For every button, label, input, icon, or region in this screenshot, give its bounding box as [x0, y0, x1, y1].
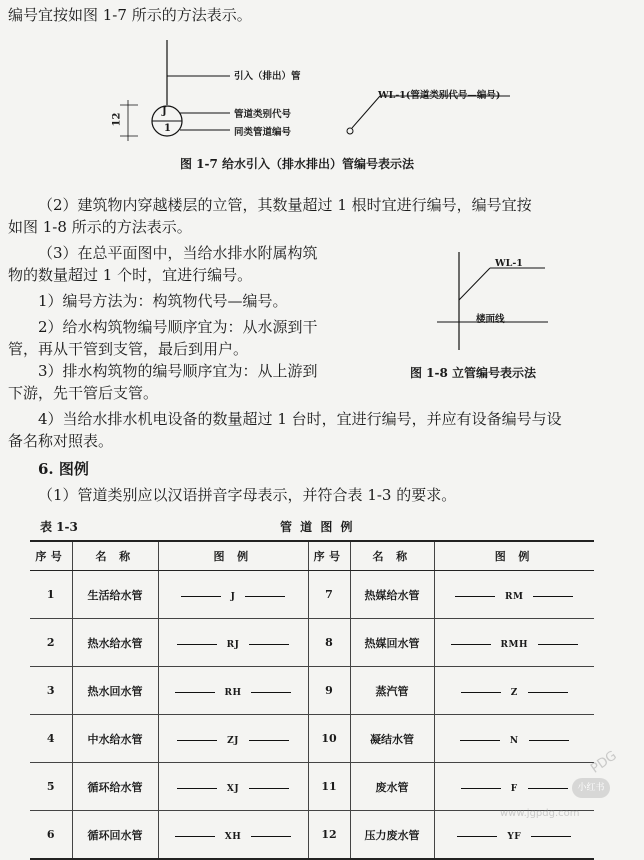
header-symbol-2: 图 例 — [434, 541, 594, 571]
figure-1-7-caption: 图 1-7 给水引入（排水排出）管编号表示法 — [180, 157, 415, 171]
pipe-name: 热媒给水管 — [350, 571, 434, 619]
fig18-label-wl: WL-1 — [495, 258, 523, 269]
row-number: 11 — [308, 763, 350, 811]
pipe-code: XJ — [226, 783, 240, 794]
pipe-symbol — [158, 619, 308, 667]
header-name-1: 名 称 — [72, 541, 158, 571]
row-number: 12 — [308, 811, 350, 860]
table-label: 表 1-3 — [40, 520, 78, 534]
pipe-symbol — [158, 571, 308, 619]
pipe-name: 压力废水管 — [350, 811, 434, 860]
pipe-symbol — [434, 763, 594, 811]
para3-line2: 物的数量超过 1 个时，宜进行编号。 — [8, 266, 253, 284]
row-number: 2 — [30, 619, 72, 667]
pipe-name: 生活给水管 — [72, 571, 158, 619]
row-number: 3 — [30, 667, 72, 715]
pipe-name: 热水回水管 — [72, 667, 158, 715]
fig18-label-floor: 楼面线 — [476, 314, 505, 325]
pipe-symbol — [434, 715, 594, 763]
para3-line1: （3）在总平面图中，当给水排水附属构筑 — [38, 244, 318, 262]
dimension-label: 12 — [111, 112, 123, 127]
pipe-symbol — [158, 715, 308, 763]
pipe-name: 中水给水管 — [72, 715, 158, 763]
item4-line2: 备名称对照表。 — [8, 432, 114, 450]
pipe-name: 循环给水管 — [72, 763, 158, 811]
pipe-code: ZJ — [227, 735, 239, 746]
label-wl-number: WL-1(管道类别代号—编号) — [378, 90, 501, 101]
header-name-2: 名 称 — [350, 541, 434, 571]
header-no-1: 序号 — [30, 541, 72, 571]
pipe-code: XH — [224, 831, 242, 842]
pipe-code: F — [510, 783, 518, 794]
row-number: 5 — [30, 763, 72, 811]
item1-text: 1）编号方法为：构筑物代号—编号。 — [38, 292, 288, 310]
pipe-name: 废水管 — [350, 763, 434, 811]
para2-line1: （2）建筑物内穿越楼层的立管，其数量超过 1 根时宜进行编号，编号宜按 — [38, 196, 532, 214]
para2-line2: 如图 1-8 所示的方法表示。 — [8, 218, 192, 236]
row-number: 6 — [30, 811, 72, 860]
label-inlet-pipe: 引入（排出）管 — [234, 71, 301, 82]
pipe-code: YF — [507, 831, 522, 842]
figure-1-8-caption: 图 1-8 立管编号表示法 — [410, 366, 537, 380]
pipe-symbol — [158, 763, 308, 811]
watermark-logo: 小红书 — [572, 778, 610, 798]
pipe-code: RMH — [500, 639, 528, 650]
pipe-name: 循环回水管 — [72, 811, 158, 860]
table-title: 管 道 图 例 — [280, 520, 355, 534]
circle-code-bottom: 1 — [164, 123, 171, 134]
item2-line1: 2）给水构筑物编号顺序宜为：从水源到干 — [38, 318, 318, 336]
circle-code-top: J — [162, 106, 167, 117]
pipe-code: N — [509, 735, 519, 746]
pipe-code: RJ — [226, 639, 240, 650]
row-number: 4 — [30, 715, 72, 763]
table-row — [30, 571, 594, 619]
table-row — [30, 715, 594, 763]
table-row — [30, 667, 594, 715]
label-category-code: 管道类别代号 — [234, 109, 292, 120]
pipe-symbol — [434, 619, 594, 667]
row-number: 7 — [308, 571, 350, 619]
legend-para: （1）管道类别应以汉语拼音字母表示，并符合表 1-3 的要求。 — [38, 486, 457, 504]
intro-text: 编号宜按如图 1-7 所示的方法表示。 — [8, 6, 252, 24]
pipe-name: 蒸汽管 — [350, 667, 434, 715]
table-header-row — [30, 541, 594, 571]
watermark-pdg: PDG — [588, 748, 620, 777]
pipe-name: 凝结水管 — [350, 715, 434, 763]
item3-line1: 3）排水构筑物的编号顺序宜为：从上游到 — [38, 362, 318, 380]
pipe-symbol — [158, 811, 308, 860]
pipe-code: Z — [510, 687, 518, 698]
pipe-symbol — [434, 571, 594, 619]
pipe-code: J — [230, 591, 236, 602]
table-row — [30, 619, 594, 667]
table-row — [30, 763, 594, 811]
pipe-symbol — [158, 667, 308, 715]
pipe-symbol — [434, 667, 594, 715]
header-no-2: 序号 — [308, 541, 350, 571]
pipe-name: 热媒回水管 — [350, 619, 434, 667]
item3-line2: 下游，先干管后支管。 — [8, 384, 159, 402]
pipe-code: RM — [505, 591, 524, 602]
label-same-number: 同类管道编号 — [234, 127, 292, 138]
header-symbol-1: 图 例 — [158, 541, 308, 571]
watermark-site: www.jgpdg.com — [500, 808, 580, 819]
row-number: 10 — [308, 715, 350, 763]
section-heading: 6. 图例 — [38, 460, 89, 478]
pipe-name: 热水给水管 — [72, 619, 158, 667]
item2-line2: 管，再从干管到支管，最后到用户。 — [8, 340, 249, 358]
row-number: 1 — [30, 571, 72, 619]
item4-line1: 4）当给水排水机电设备的数量超过 1 台时，宜进行编号，并应有设备编号与设 — [38, 410, 562, 428]
row-number: 9 — [308, 667, 350, 715]
pipe-code: RH — [224, 687, 242, 698]
row-number: 8 — [308, 619, 350, 667]
